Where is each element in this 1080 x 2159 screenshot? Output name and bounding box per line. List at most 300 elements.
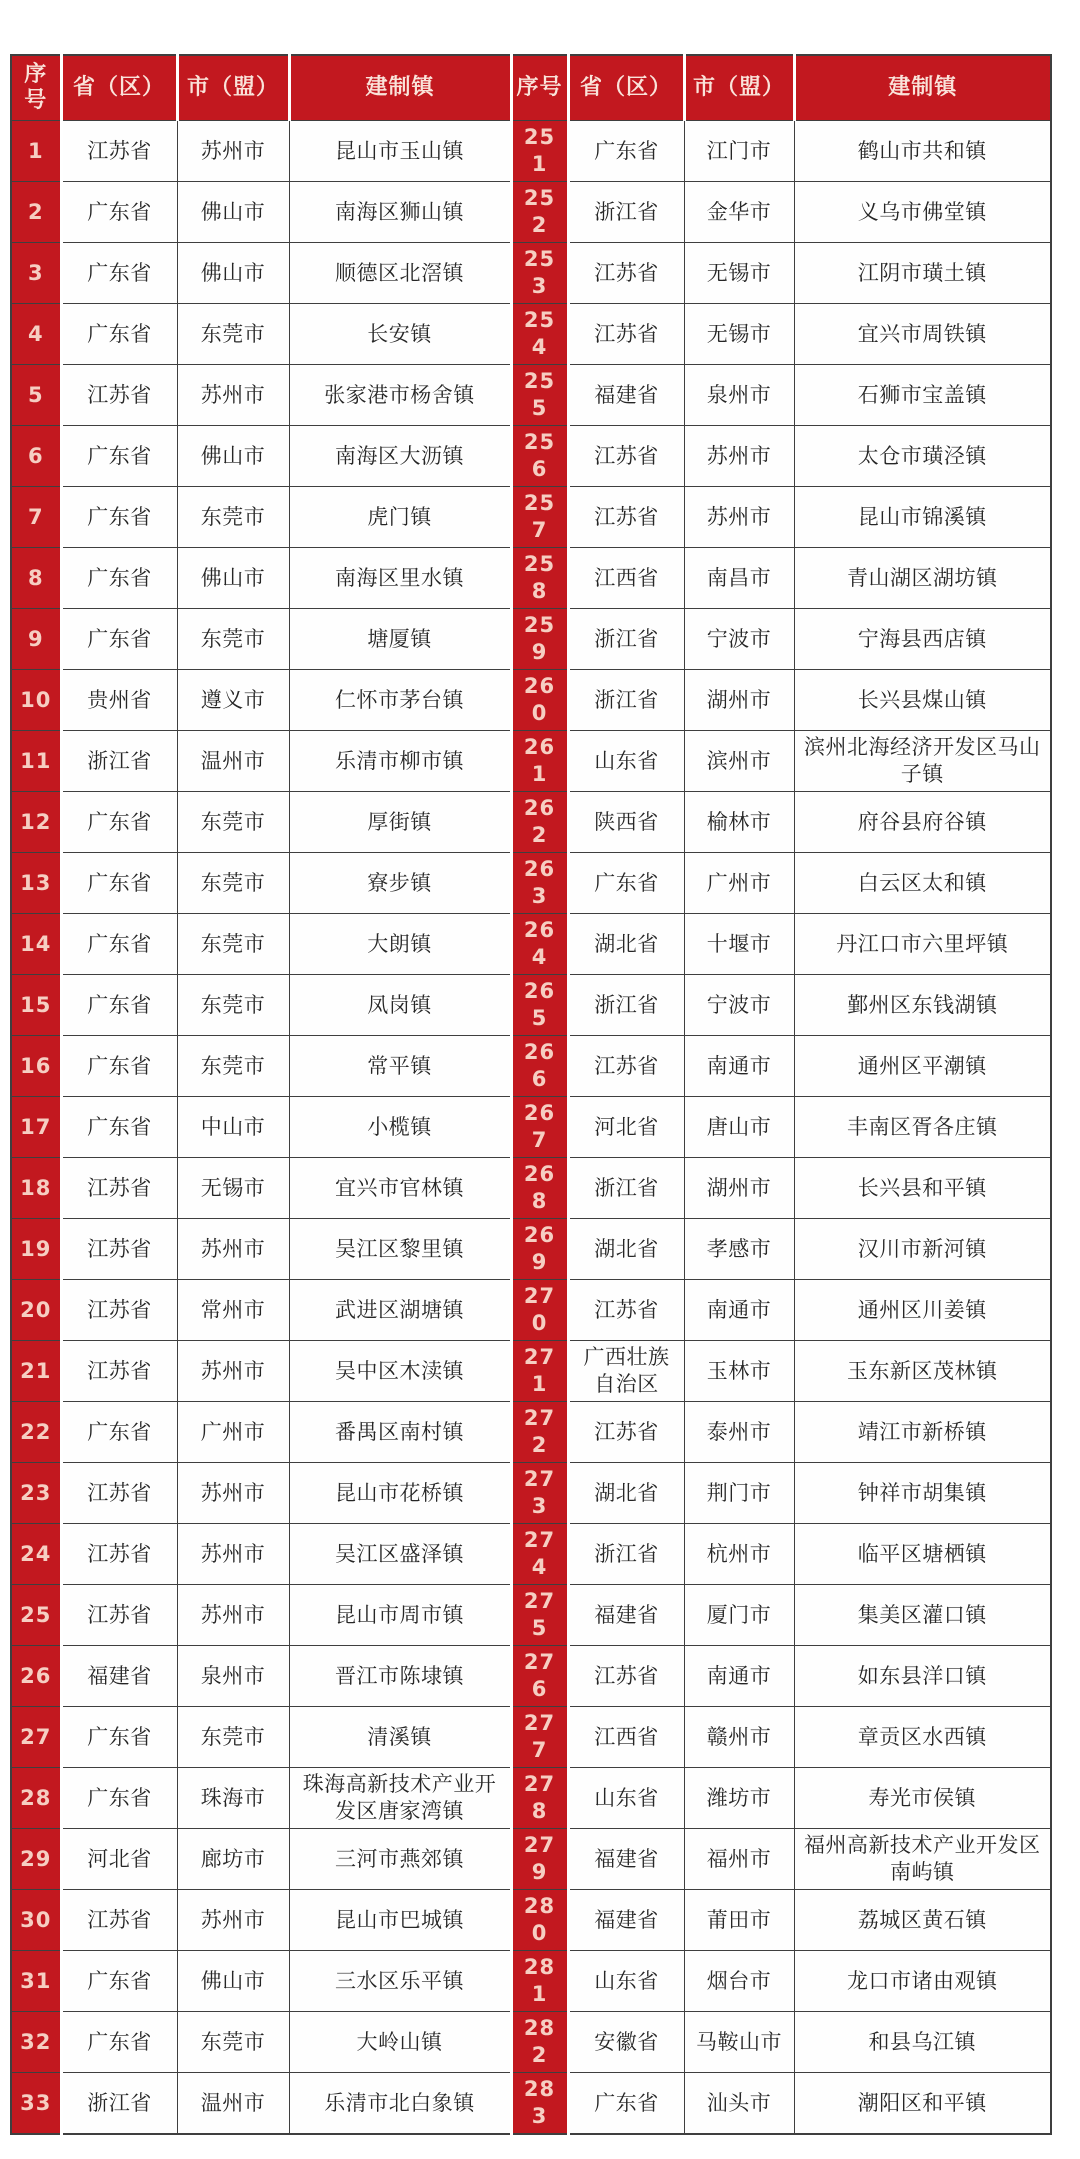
town-ranking-table bbox=[10, 54, 1052, 2135]
town-cell: 常平镇 bbox=[289, 1036, 511, 1097]
province-cell: 江苏省 bbox=[568, 487, 684, 548]
town-cell: 府谷县府谷镇 bbox=[794, 792, 1051, 853]
city-cell: 苏州市 bbox=[684, 487, 794, 548]
table-row bbox=[11, 1890, 1051, 1951]
row-number-cell: 252 bbox=[511, 182, 568, 243]
city-cell: 温州市 bbox=[177, 731, 289, 792]
province-cell: 浙江省 bbox=[61, 2073, 177, 2135]
province-cell: 江苏省 bbox=[61, 1524, 177, 1585]
province-cell: 广西壮族自治区 bbox=[568, 1341, 684, 1402]
province-cell: 广东省 bbox=[61, 792, 177, 853]
row-number-cell: 18 bbox=[11, 1158, 61, 1219]
town-cell: 三河市燕郊镇 bbox=[289, 1829, 511, 1890]
city-cell: 杭州市 bbox=[684, 1524, 794, 1585]
town-cell: 寿光市侯镇 bbox=[794, 1768, 1051, 1829]
row-number-cell: 30 bbox=[11, 1890, 61, 1951]
city-cell: 马鞍山市 bbox=[684, 2012, 794, 2073]
province-cell: 广东省 bbox=[61, 2012, 177, 2073]
row-number-cell: 255 bbox=[511, 365, 568, 426]
province-cell: 广东省 bbox=[61, 853, 177, 914]
province-cell: 广东省 bbox=[61, 548, 177, 609]
city-cell: 东莞市 bbox=[177, 1036, 289, 1097]
city-cell: 滨州市 bbox=[684, 731, 794, 792]
province-cell: 山东省 bbox=[568, 1951, 684, 2012]
city-cell: 宁波市 bbox=[684, 609, 794, 670]
province-cell: 浙江省 bbox=[568, 975, 684, 1036]
province-cell: 贵州省 bbox=[61, 670, 177, 731]
row-number-cell: 4 bbox=[11, 304, 61, 365]
town-cell: 长兴县和平镇 bbox=[794, 1158, 1051, 1219]
city-cell: 泉州市 bbox=[177, 1646, 289, 1707]
city-cell: 无锡市 bbox=[684, 304, 794, 365]
city-cell: 苏州市 bbox=[177, 1585, 289, 1646]
table-row bbox=[11, 975, 1051, 1036]
town-cell: 丰南区胥各庄镇 bbox=[794, 1097, 1051, 1158]
town-cell: 番禺区南村镇 bbox=[289, 1402, 511, 1463]
town-cell: 宜兴市周铁镇 bbox=[794, 304, 1051, 365]
row-number-cell: 27 bbox=[11, 1707, 61, 1768]
town-cell: 吴江区黎里镇 bbox=[289, 1219, 511, 1280]
province-cell: 浙江省 bbox=[568, 1158, 684, 1219]
header-right-town: 建制镇 bbox=[794, 55, 1051, 121]
city-cell: 汕头市 bbox=[684, 2073, 794, 2135]
row-number-cell: 29 bbox=[11, 1829, 61, 1890]
town-cell: 义乌市佛堂镇 bbox=[794, 182, 1051, 243]
city-cell: 唐山市 bbox=[684, 1097, 794, 1158]
province-cell: 浙江省 bbox=[568, 1524, 684, 1585]
row-number-cell: 31 bbox=[11, 1951, 61, 2012]
table-row bbox=[11, 1585, 1051, 1646]
province-cell: 陕西省 bbox=[568, 792, 684, 853]
province-cell: 江苏省 bbox=[568, 1646, 684, 1707]
province-cell: 福建省 bbox=[568, 365, 684, 426]
header-right-index: 序号 bbox=[511, 55, 568, 121]
town-cell: 乐清市柳市镇 bbox=[289, 731, 511, 792]
province-cell: 江西省 bbox=[568, 1707, 684, 1768]
province-cell: 江苏省 bbox=[568, 304, 684, 365]
province-cell: 福建省 bbox=[568, 1890, 684, 1951]
province-cell: 浙江省 bbox=[568, 670, 684, 731]
town-cell: 玉东新区茂林镇 bbox=[794, 1341, 1051, 1402]
town-cell: 长安镇 bbox=[289, 304, 511, 365]
city-cell: 东莞市 bbox=[177, 853, 289, 914]
row-number-cell: 9 bbox=[11, 609, 61, 670]
province-cell: 江苏省 bbox=[61, 1280, 177, 1341]
city-cell: 东莞市 bbox=[177, 487, 289, 548]
header-left-index: 序号 bbox=[11, 55, 61, 121]
row-number-cell: 271 bbox=[511, 1341, 568, 1402]
town-cell: 吴江区盛泽镇 bbox=[289, 1524, 511, 1585]
header-left-province: 省（区） bbox=[61, 55, 177, 121]
province-cell: 湖北省 bbox=[568, 914, 684, 975]
row-number-cell: 28 bbox=[11, 1768, 61, 1829]
table-row bbox=[11, 304, 1051, 365]
city-cell: 佛山市 bbox=[177, 182, 289, 243]
row-number-cell: 11 bbox=[11, 731, 61, 792]
province-cell: 浙江省 bbox=[568, 609, 684, 670]
row-number-cell: 22 bbox=[11, 1402, 61, 1463]
province-cell: 福建省 bbox=[568, 1829, 684, 1890]
town-cell: 福州高新技术产业开发区南屿镇 bbox=[794, 1829, 1051, 1890]
table-row bbox=[11, 853, 1051, 914]
row-number-cell: 254 bbox=[511, 304, 568, 365]
town-cell: 昆山市巴城镇 bbox=[289, 1890, 511, 1951]
row-number-cell: 257 bbox=[511, 487, 568, 548]
town-cell: 南海区狮山镇 bbox=[289, 182, 511, 243]
province-cell: 广东省 bbox=[61, 609, 177, 670]
province-cell: 浙江省 bbox=[568, 182, 684, 243]
city-cell: 佛山市 bbox=[177, 1951, 289, 2012]
row-number-cell: 13 bbox=[11, 853, 61, 914]
row-number-cell: 277 bbox=[511, 1707, 568, 1768]
city-cell: 佛山市 bbox=[177, 243, 289, 304]
row-number-cell: 275 bbox=[511, 1585, 568, 1646]
city-cell: 广州市 bbox=[684, 853, 794, 914]
row-number-cell: 33 bbox=[11, 2073, 61, 2135]
city-cell: 孝感市 bbox=[684, 1219, 794, 1280]
province-cell: 广东省 bbox=[61, 1768, 177, 1829]
city-cell: 珠海市 bbox=[177, 1768, 289, 1829]
table-row bbox=[11, 914, 1051, 975]
row-number-cell: 260 bbox=[511, 670, 568, 731]
town-cell: 昆山市锦溪镇 bbox=[794, 487, 1051, 548]
city-cell: 东莞市 bbox=[177, 792, 289, 853]
province-cell: 湖北省 bbox=[568, 1219, 684, 1280]
city-cell: 金华市 bbox=[684, 182, 794, 243]
city-cell: 东莞市 bbox=[177, 304, 289, 365]
table-row bbox=[11, 548, 1051, 609]
table-row bbox=[11, 365, 1051, 426]
table-row bbox=[11, 487, 1051, 548]
city-cell: 东莞市 bbox=[177, 2012, 289, 2073]
row-number-cell: 279 bbox=[511, 1829, 568, 1890]
province-cell: 福建省 bbox=[61, 1646, 177, 1707]
province-cell: 江苏省 bbox=[568, 1402, 684, 1463]
province-cell: 山东省 bbox=[568, 1768, 684, 1829]
table-body bbox=[11, 121, 1051, 2135]
province-cell: 广东省 bbox=[568, 2073, 684, 2135]
city-cell: 东莞市 bbox=[177, 1707, 289, 1768]
town-cell: 张家港市杨舍镇 bbox=[289, 365, 511, 426]
town-cell: 宁海县西店镇 bbox=[794, 609, 1051, 670]
city-cell: 常州市 bbox=[177, 1280, 289, 1341]
row-number-cell: 276 bbox=[511, 1646, 568, 1707]
row-number-cell: 21 bbox=[11, 1341, 61, 1402]
city-cell: 福州市 bbox=[684, 1829, 794, 1890]
town-cell: 昆山市玉山镇 bbox=[289, 121, 511, 182]
town-cell: 顺德区北滘镇 bbox=[289, 243, 511, 304]
row-number-cell: 259 bbox=[511, 609, 568, 670]
city-cell: 东莞市 bbox=[177, 609, 289, 670]
row-number-cell: 265 bbox=[511, 975, 568, 1036]
town-cell: 乐清市北白象镇 bbox=[289, 2073, 511, 2135]
town-cell: 潮阳区和平镇 bbox=[794, 2073, 1051, 2135]
table-row bbox=[11, 426, 1051, 487]
table-row bbox=[11, 1097, 1051, 1158]
town-cell: 章贡区水西镇 bbox=[794, 1707, 1051, 1768]
city-cell: 佛山市 bbox=[177, 548, 289, 609]
town-cell: 汉川市新河镇 bbox=[794, 1219, 1051, 1280]
city-cell: 廊坊市 bbox=[177, 1829, 289, 1890]
province-cell: 江苏省 bbox=[568, 426, 684, 487]
city-cell: 苏州市 bbox=[177, 1341, 289, 1402]
city-cell: 东莞市 bbox=[177, 914, 289, 975]
province-cell: 湖北省 bbox=[568, 1463, 684, 1524]
city-cell: 潍坊市 bbox=[684, 1768, 794, 1829]
town-cell: 昆山市花桥镇 bbox=[289, 1463, 511, 1524]
city-cell: 湖州市 bbox=[684, 1158, 794, 1219]
province-cell: 广东省 bbox=[568, 853, 684, 914]
city-cell: 赣州市 bbox=[684, 1707, 794, 1768]
row-number-cell: 273 bbox=[511, 1463, 568, 1524]
city-cell: 无锡市 bbox=[684, 243, 794, 304]
table-row bbox=[11, 2073, 1051, 2135]
province-cell: 江苏省 bbox=[61, 1463, 177, 1524]
town-cell: 仁怀市茅台镇 bbox=[289, 670, 511, 731]
province-cell: 江苏省 bbox=[61, 1585, 177, 1646]
city-cell: 南通市 bbox=[684, 1280, 794, 1341]
town-cell: 和县乌江镇 bbox=[794, 2012, 1051, 2073]
province-cell: 广东省 bbox=[61, 487, 177, 548]
table-row bbox=[11, 1341, 1051, 1402]
town-cell: 晋江市陈埭镇 bbox=[289, 1646, 511, 1707]
town-cell: 清溪镇 bbox=[289, 1707, 511, 1768]
town-cell: 钟祥市胡集镇 bbox=[794, 1463, 1051, 1524]
province-cell: 广东省 bbox=[61, 304, 177, 365]
table-row bbox=[11, 1219, 1051, 1280]
province-cell: 河北省 bbox=[61, 1829, 177, 1890]
town-cell: 昆山市周市镇 bbox=[289, 1585, 511, 1646]
table-row bbox=[11, 243, 1051, 304]
row-number-cell: 281 bbox=[511, 1951, 568, 2012]
row-number-cell: 19 bbox=[11, 1219, 61, 1280]
province-cell: 江苏省 bbox=[61, 1341, 177, 1402]
city-cell: 南通市 bbox=[684, 1646, 794, 1707]
province-cell: 江西省 bbox=[568, 548, 684, 609]
row-number-cell: 32 bbox=[11, 2012, 61, 2073]
province-cell: 山东省 bbox=[568, 731, 684, 792]
table-row bbox=[11, 1402, 1051, 1463]
town-cell: 南海区大沥镇 bbox=[289, 426, 511, 487]
province-cell: 江苏省 bbox=[61, 121, 177, 182]
province-cell: 福建省 bbox=[568, 1585, 684, 1646]
city-cell: 东莞市 bbox=[177, 975, 289, 1036]
row-number-cell: 24 bbox=[11, 1524, 61, 1585]
table-row bbox=[11, 1768, 1051, 1829]
city-cell: 苏州市 bbox=[177, 1463, 289, 1524]
row-number-cell: 258 bbox=[511, 548, 568, 609]
town-cell: 虎门镇 bbox=[289, 487, 511, 548]
city-cell: 中山市 bbox=[177, 1097, 289, 1158]
city-cell: 玉林市 bbox=[684, 1341, 794, 1402]
row-number-cell: 15 bbox=[11, 975, 61, 1036]
header-right-province: 省（区） bbox=[568, 55, 684, 121]
row-number-cell: 283 bbox=[511, 2073, 568, 2135]
row-number-cell: 1 bbox=[11, 121, 61, 182]
town-cell: 大朗镇 bbox=[289, 914, 511, 975]
province-cell: 江苏省 bbox=[61, 1890, 177, 1951]
town-cell: 龙口市诸由观镇 bbox=[794, 1951, 1051, 2012]
town-cell: 厚街镇 bbox=[289, 792, 511, 853]
row-number-cell: 23 bbox=[11, 1463, 61, 1524]
province-cell: 广东省 bbox=[61, 914, 177, 975]
city-cell: 南通市 bbox=[684, 1036, 794, 1097]
row-number-cell: 10 bbox=[11, 670, 61, 731]
town-cell: 荔城区黄石镇 bbox=[794, 1890, 1051, 1951]
city-cell: 温州市 bbox=[177, 2073, 289, 2135]
row-number-cell: 266 bbox=[511, 1036, 568, 1097]
row-number-cell: 267 bbox=[511, 1097, 568, 1158]
table-row bbox=[11, 1524, 1051, 1585]
province-cell: 广东省 bbox=[61, 1402, 177, 1463]
city-cell: 南昌市 bbox=[684, 548, 794, 609]
row-number-cell: 264 bbox=[511, 914, 568, 975]
town-cell: 鹤山市共和镇 bbox=[794, 121, 1051, 182]
city-cell: 苏州市 bbox=[684, 426, 794, 487]
table-row bbox=[11, 1829, 1051, 1890]
province-cell: 安徽省 bbox=[568, 2012, 684, 2073]
town-cell: 武进区湖塘镇 bbox=[289, 1280, 511, 1341]
table-row bbox=[11, 1951, 1051, 2012]
row-number-cell: 20 bbox=[11, 1280, 61, 1341]
town-cell: 滨州北海经济开发区马山子镇 bbox=[794, 731, 1051, 792]
row-number-cell: 3 bbox=[11, 243, 61, 304]
row-number-cell: 268 bbox=[511, 1158, 568, 1219]
city-cell: 苏州市 bbox=[177, 1219, 289, 1280]
province-cell: 广东省 bbox=[61, 1707, 177, 1768]
town-cell: 集美区灌口镇 bbox=[794, 1585, 1051, 1646]
row-number-cell: 261 bbox=[511, 731, 568, 792]
city-cell: 莆田市 bbox=[684, 1890, 794, 1951]
header-left-city: 市（盟） bbox=[177, 55, 289, 121]
row-number-cell: 16 bbox=[11, 1036, 61, 1097]
row-number-cell: 251 bbox=[511, 121, 568, 182]
city-cell: 荆门市 bbox=[684, 1463, 794, 1524]
town-cell: 寮步镇 bbox=[289, 853, 511, 914]
town-cell: 鄞州区东钱湖镇 bbox=[794, 975, 1051, 1036]
city-cell: 榆林市 bbox=[684, 792, 794, 853]
town-cell: 通州区川姜镇 bbox=[794, 1280, 1051, 1341]
table-row bbox=[11, 670, 1051, 731]
town-cell: 白云区太和镇 bbox=[794, 853, 1051, 914]
row-number-cell: 6 bbox=[11, 426, 61, 487]
province-cell: 广东省 bbox=[61, 975, 177, 1036]
table-row bbox=[11, 792, 1051, 853]
province-cell: 广东省 bbox=[61, 426, 177, 487]
town-cell: 江阴市璜土镇 bbox=[794, 243, 1051, 304]
province-cell: 浙江省 bbox=[61, 731, 177, 792]
row-number-cell: 262 bbox=[511, 792, 568, 853]
city-cell: 广州市 bbox=[177, 1402, 289, 1463]
table-row bbox=[11, 731, 1051, 792]
town-cell: 大岭山镇 bbox=[289, 2012, 511, 2073]
town-cell: 通州区平潮镇 bbox=[794, 1036, 1051, 1097]
row-number-cell: 2 bbox=[11, 182, 61, 243]
row-number-cell: 256 bbox=[511, 426, 568, 487]
province-cell: 江苏省 bbox=[568, 1280, 684, 1341]
province-cell: 江苏省 bbox=[61, 1219, 177, 1280]
province-cell: 广东省 bbox=[61, 1097, 177, 1158]
city-cell: 苏州市 bbox=[177, 1524, 289, 1585]
city-cell: 无锡市 bbox=[177, 1158, 289, 1219]
province-cell: 江苏省 bbox=[568, 1036, 684, 1097]
province-cell: 河北省 bbox=[568, 1097, 684, 1158]
town-cell: 珠海高新技术产业开发区唐家湾镇 bbox=[289, 1768, 511, 1829]
row-number-cell: 269 bbox=[511, 1219, 568, 1280]
province-cell: 广东省 bbox=[61, 243, 177, 304]
row-number-cell: 8 bbox=[11, 548, 61, 609]
town-cell: 长兴县煤山镇 bbox=[794, 670, 1051, 731]
town-cell: 宜兴市官林镇 bbox=[289, 1158, 511, 1219]
row-number-cell: 7 bbox=[11, 487, 61, 548]
town-cell: 南海区里水镇 bbox=[289, 548, 511, 609]
row-number-cell: 263 bbox=[511, 853, 568, 914]
table-row bbox=[11, 1158, 1051, 1219]
row-number-cell: 280 bbox=[511, 1890, 568, 1951]
province-cell: 广东省 bbox=[61, 1951, 177, 2012]
row-number-cell: 253 bbox=[511, 243, 568, 304]
row-number-cell: 12 bbox=[11, 792, 61, 853]
table-row bbox=[11, 121, 1051, 182]
table-row bbox=[11, 1646, 1051, 1707]
province-cell: 广东省 bbox=[568, 121, 684, 182]
city-cell: 江门市 bbox=[684, 121, 794, 182]
town-cell: 青山湖区湖坊镇 bbox=[794, 548, 1051, 609]
town-cell: 太仓市璜泾镇 bbox=[794, 426, 1051, 487]
town-cell: 如东县洋口镇 bbox=[794, 1646, 1051, 1707]
province-cell: 江苏省 bbox=[61, 1158, 177, 1219]
row-number-cell: 14 bbox=[11, 914, 61, 975]
town-cell: 小榄镇 bbox=[289, 1097, 511, 1158]
city-cell: 泉州市 bbox=[684, 365, 794, 426]
table-row bbox=[11, 182, 1051, 243]
city-cell: 烟台市 bbox=[684, 1951, 794, 2012]
city-cell: 佛山市 bbox=[177, 426, 289, 487]
table-row bbox=[11, 1036, 1051, 1097]
town-cell: 靖江市新桥镇 bbox=[794, 1402, 1051, 1463]
city-cell: 宁波市 bbox=[684, 975, 794, 1036]
table-row bbox=[11, 609, 1051, 670]
town-cell: 三水区乐平镇 bbox=[289, 1951, 511, 2012]
row-number-cell: 270 bbox=[511, 1280, 568, 1341]
row-number-cell: 272 bbox=[511, 1402, 568, 1463]
town-cell: 吴中区木渎镇 bbox=[289, 1341, 511, 1402]
city-cell: 湖州市 bbox=[684, 670, 794, 731]
city-cell: 厦门市 bbox=[684, 1585, 794, 1646]
city-cell: 苏州市 bbox=[177, 1890, 289, 1951]
city-cell: 十堰市 bbox=[684, 914, 794, 975]
row-number-cell: 5 bbox=[11, 365, 61, 426]
row-number-cell: 282 bbox=[511, 2012, 568, 2073]
province-cell: 江苏省 bbox=[568, 243, 684, 304]
city-cell: 遵义市 bbox=[177, 670, 289, 731]
row-number-cell: 26 bbox=[11, 1646, 61, 1707]
province-cell: 广东省 bbox=[61, 182, 177, 243]
town-cell: 凤岗镇 bbox=[289, 975, 511, 1036]
header-row bbox=[11, 55, 1051, 121]
row-number-cell: 278 bbox=[511, 1768, 568, 1829]
town-cell: 塘厦镇 bbox=[289, 609, 511, 670]
city-cell: 苏州市 bbox=[177, 121, 289, 182]
province-cell: 广东省 bbox=[61, 1036, 177, 1097]
town-cell: 丹江口市六里坪镇 bbox=[794, 914, 1051, 975]
province-cell: 江苏省 bbox=[61, 365, 177, 426]
table-row bbox=[11, 1463, 1051, 1524]
table-row bbox=[11, 1280, 1051, 1341]
header-right-city: 市（盟） bbox=[684, 55, 794, 121]
row-number-cell: 17 bbox=[11, 1097, 61, 1158]
town-cell: 临平区塘栖镇 bbox=[794, 1524, 1051, 1585]
